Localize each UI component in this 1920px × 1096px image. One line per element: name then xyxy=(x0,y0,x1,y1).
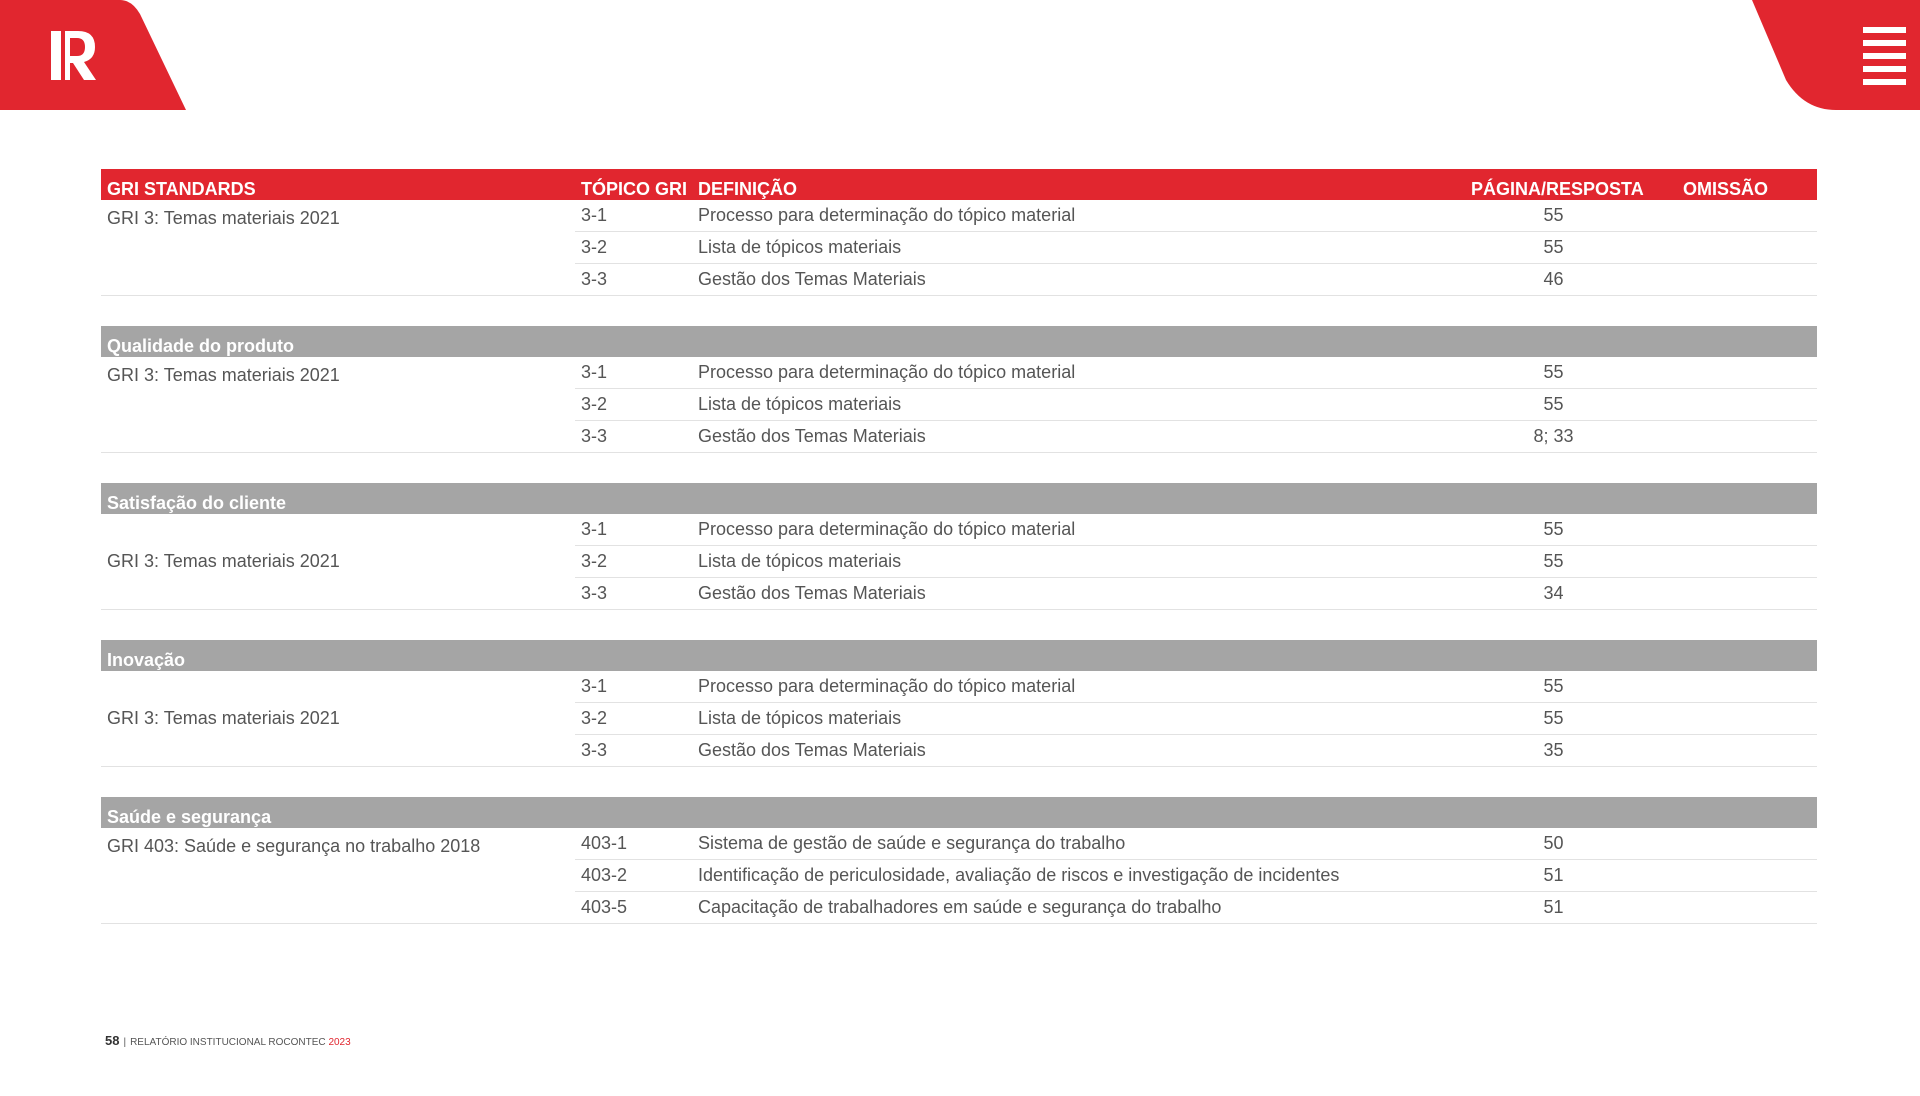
definition: Lista de tópicos materiais xyxy=(692,546,1471,578)
page-reference: 55 xyxy=(1471,232,1666,264)
topic-code: 3-1 xyxy=(575,357,692,389)
topic-code: 403-5 xyxy=(575,892,692,924)
topic-code: 3-2 xyxy=(575,232,692,264)
topic-code: 3-1 xyxy=(575,200,692,232)
page-footer xyxy=(105,1033,351,1048)
section-title: Saúde e segurança xyxy=(101,797,1817,828)
omission xyxy=(1666,357,1817,389)
footer-separator: | xyxy=(123,1037,127,1048)
definition: Lista de tópicos materiais xyxy=(692,703,1471,735)
page-reference: 51 xyxy=(1471,892,1666,924)
omission xyxy=(1666,264,1817,296)
definition: Gestão dos Temas Materiais xyxy=(692,421,1471,453)
column-header-page: PÁGINA/RESPOSTA xyxy=(1471,169,1666,200)
topic-code: 403-2 xyxy=(575,860,692,892)
gri-standard-cell: GRI 3: Temas materiais 2021 xyxy=(101,357,575,453)
page-reference: 51 xyxy=(1471,860,1666,892)
topic-code: 403-1 xyxy=(575,828,692,860)
table-row xyxy=(101,200,1817,232)
page-reference: 55 xyxy=(1471,389,1666,421)
section-header-row xyxy=(101,640,1817,671)
definition: Gestão dos Temas Materiais xyxy=(692,264,1471,296)
omission xyxy=(1666,735,1817,767)
table-row xyxy=(101,828,1817,860)
definition: Sistema de gestão de saúde e segurança do trabalho xyxy=(692,828,1471,860)
omission xyxy=(1666,828,1817,860)
gri-standard-cell: GRI 3: Temas materiais 2021 xyxy=(101,514,575,610)
topic-code: 3-3 xyxy=(575,264,692,296)
page-reference: 55 xyxy=(1471,671,1666,703)
topic-code: 3-2 xyxy=(575,389,692,421)
page-reference: 34 xyxy=(1471,578,1666,610)
omission xyxy=(1666,232,1817,264)
page-reference: 55 xyxy=(1471,357,1666,389)
omission xyxy=(1666,200,1817,232)
column-header-topic: TÓPICO GRI xyxy=(575,169,692,200)
page-reference: 55 xyxy=(1471,514,1666,546)
menu-tab[interactable] xyxy=(1752,0,1920,110)
gri-standard-cell: GRI 3: Temas materiais 2021 xyxy=(101,200,575,296)
topic-code: 3-3 xyxy=(575,421,692,453)
page-reference: 55 xyxy=(1471,546,1666,578)
definition: Processo para determinação do tópico material xyxy=(692,671,1471,703)
definition: Processo para determinação do tópico material xyxy=(692,357,1471,389)
omission xyxy=(1666,892,1817,924)
column-header-definition: DEFINIÇÃO xyxy=(692,169,1471,200)
omission xyxy=(1666,421,1817,453)
column-header-omission: OMISSÃO xyxy=(1666,169,1817,200)
table-row xyxy=(101,671,1817,703)
logo-tab[interactable] xyxy=(0,0,186,110)
topic-code: 3-2 xyxy=(575,546,692,578)
section-header-row xyxy=(101,797,1817,828)
report-title: RELATÓRIO INSTITUCIONAL ROCONTEC xyxy=(130,1037,326,1048)
table-row xyxy=(101,514,1817,546)
omission xyxy=(1666,703,1817,735)
topic-code: 3-3 xyxy=(575,735,692,767)
page-number: 58 xyxy=(105,1033,120,1048)
page-reference: 55 xyxy=(1471,200,1666,232)
omission xyxy=(1666,389,1817,421)
definition: Capacitação de trabalhadores em saúde e segurança do trabalho xyxy=(692,892,1471,924)
page-reference: 35 xyxy=(1471,735,1666,767)
topic-code: 3-1 xyxy=(575,514,692,546)
gri-content-table xyxy=(101,169,1817,924)
section-title: Satisfação do cliente xyxy=(101,483,1817,514)
omission xyxy=(1666,514,1817,546)
gri-standard-cell: GRI 403: Saúde e segurança no trabalho 2018 xyxy=(101,828,575,924)
omission xyxy=(1666,578,1817,610)
definition: Gestão dos Temas Materiais xyxy=(692,735,1471,767)
definition: Lista de tópicos materiais xyxy=(692,232,1471,264)
omission xyxy=(1666,546,1817,578)
section-title: Inovação xyxy=(101,640,1817,671)
omission xyxy=(1666,860,1817,892)
table-header-row xyxy=(101,169,1817,200)
table-row xyxy=(101,357,1817,389)
section-title: Qualidade do produto xyxy=(101,326,1817,357)
definition: Identificação de periculosidade, avaliação de riscos e investigação de incidentes xyxy=(692,860,1471,892)
page-reference: 55 xyxy=(1471,703,1666,735)
column-header-standards: GRI STANDARDS xyxy=(101,169,575,200)
page-reference: 46 xyxy=(1471,264,1666,296)
definition: Lista de tópicos materiais xyxy=(692,389,1471,421)
topic-code: 3-3 xyxy=(575,578,692,610)
gri-standard-cell: GRI 3: Temas materiais 2021 xyxy=(101,671,575,767)
section-header-row xyxy=(101,326,1817,357)
page-reference: 50 xyxy=(1471,828,1666,860)
section-header-row xyxy=(101,483,1817,514)
definition: Gestão dos Temas Materiais xyxy=(692,578,1471,610)
definition: Processo para determinação do tópico material xyxy=(692,514,1471,546)
topic-code: 3-1 xyxy=(575,671,692,703)
topic-code: 3-2 xyxy=(575,703,692,735)
omission xyxy=(1666,671,1817,703)
page-reference: 8; 33 xyxy=(1471,421,1666,453)
report-year: 2023 xyxy=(328,1037,351,1048)
definition: Processo para determinação do tópico material xyxy=(692,200,1471,232)
